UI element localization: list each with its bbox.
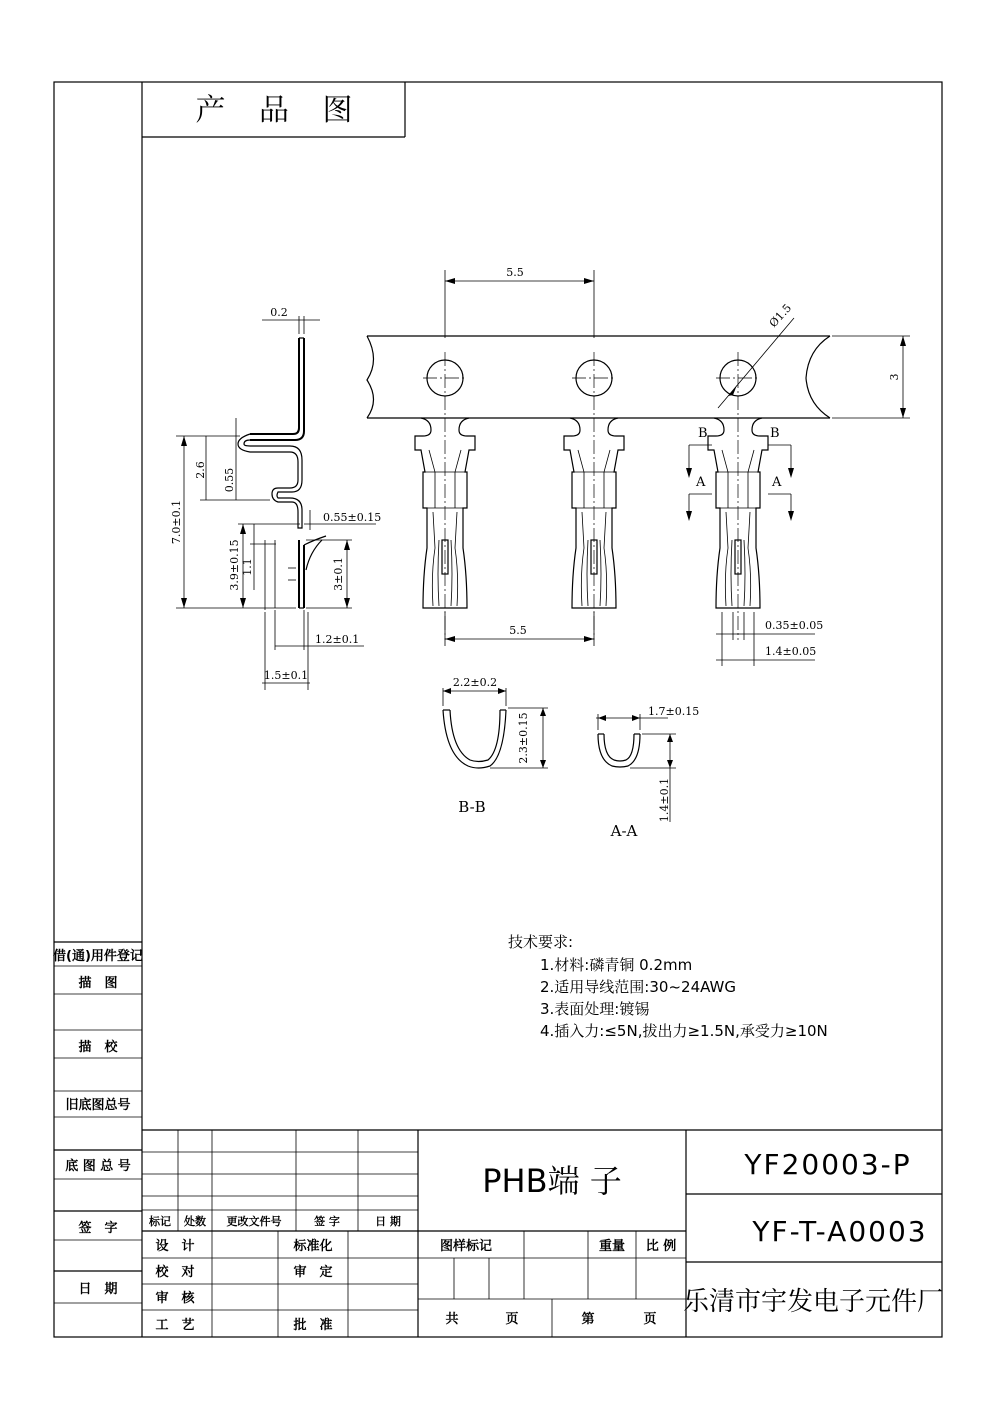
dim-0-55: 0.55 xyxy=(223,467,236,493)
section-label-b-left: B xyxy=(698,426,708,441)
tech-item-1: 1.材料:磷青铜 0.2mm xyxy=(540,956,693,974)
side-view xyxy=(170,306,381,690)
drawing-number: YF20003-P xyxy=(744,1148,912,1181)
role-authorize: 批 准 xyxy=(293,1318,333,1333)
left-old-base-no: 旧底图总号 xyxy=(65,1098,131,1113)
section-aa xyxy=(596,705,699,840)
dim-3: 3±0.1 xyxy=(332,557,345,591)
tech-title: 技术要求: xyxy=(508,933,574,951)
dim-hole-diameter: Ø1.5 xyxy=(766,301,795,330)
dim-total-length: 7.0±0.1 xyxy=(170,499,183,545)
part-name: PHB端 子 xyxy=(482,1162,622,1200)
scale-label: 比 例 xyxy=(645,1239,677,1254)
section-label-b-right: B xyxy=(770,426,780,441)
left-column xyxy=(53,942,143,1303)
sheet-label: 第 xyxy=(581,1312,595,1327)
terminal-1 xyxy=(415,352,475,640)
dim-bb-height: 2.3±0.15 xyxy=(517,712,530,764)
section-bb xyxy=(443,676,548,816)
section-aa-label: A-A xyxy=(610,822,638,840)
right-terminal-dims xyxy=(716,612,823,666)
tech-item-4: 4.插入力:≤5N,拔出力≥1.5N,承受力≥10N xyxy=(540,1022,828,1040)
pitch-bottom-dim xyxy=(445,612,594,646)
dim-bb-width: 2.2±0.2 xyxy=(452,676,498,689)
rev-header-mark: 标记 xyxy=(149,1215,171,1228)
dim-1-4-width: 1.4±0.05 xyxy=(765,645,817,658)
rev-header-count: 处数 xyxy=(184,1215,206,1228)
dim-pitch-bottom: 5.5 xyxy=(509,624,527,637)
center-line xyxy=(572,352,616,640)
rev-header-doc: 更改文件号 xyxy=(226,1215,282,1228)
section-label-a-left: A xyxy=(696,475,706,490)
dim-1-5: 1.5±0.1 xyxy=(263,669,309,682)
header-box xyxy=(142,82,405,137)
title-block xyxy=(142,1130,943,1337)
role-standard: 标准化 xyxy=(293,1239,333,1254)
role-check: 校 对 xyxy=(155,1265,195,1280)
section-label-a-right: A xyxy=(772,475,782,490)
left-date: 日 期 xyxy=(78,1282,118,1297)
section-bb-label: B-B xyxy=(458,798,486,816)
dim-3-9: 3.9±0.15 xyxy=(228,539,241,591)
dim-1-1: 1.1 xyxy=(241,558,254,576)
weight-label: 重量 xyxy=(598,1239,626,1254)
dim-thickness: 0.2 xyxy=(270,306,288,319)
section-markers xyxy=(686,426,794,521)
dim-aa-width: 1.7±0.15 xyxy=(648,705,700,718)
total-label: 共 xyxy=(445,1312,459,1327)
left-base-no: 底 图 总 号 xyxy=(65,1159,131,1174)
dim-pitch-top: 5.5 xyxy=(506,266,524,279)
total-page-label: 页 xyxy=(505,1312,519,1327)
dim-1-2: 1.2±0.1 xyxy=(315,633,360,646)
role-review: 审 核 xyxy=(155,1291,195,1306)
tech-item-2: 2.适用导线范围:30~24AWG xyxy=(540,978,737,996)
dim-carrier-height: 3 xyxy=(888,373,901,381)
page-title: 产 品 图 xyxy=(195,93,365,128)
left-miao-jiao: 描 校 xyxy=(78,1040,118,1055)
sheet-page-label: 页 xyxy=(643,1312,657,1327)
rev-header-date: 日 期 xyxy=(375,1215,401,1228)
center-line xyxy=(423,352,467,640)
role-design: 设 计 xyxy=(155,1239,195,1254)
tech-item-3: 3.表面处理:镀锡 xyxy=(540,1000,650,1018)
left-signature: 签 字 xyxy=(78,1221,118,1236)
dim-0-55-tol: 0.55±0.15 xyxy=(323,511,382,524)
sample-mark: 图样标记 xyxy=(439,1239,493,1254)
dim-2-6: 2.6 xyxy=(194,461,207,479)
role-approve-final: 审 定 xyxy=(293,1265,333,1280)
tech-requirements xyxy=(508,933,828,1040)
rev-header-sign: 签 字 xyxy=(314,1215,340,1228)
role-process: 工 艺 xyxy=(155,1318,195,1333)
dim-aa-height: 1.4±0.1 xyxy=(658,777,671,823)
left-register: 借(通)用件登记 xyxy=(53,949,143,964)
center-line xyxy=(716,352,760,640)
company-name: 乐清市宇发电子元件厂 xyxy=(682,1287,944,1317)
dim-0-35: 0.35±0.05 xyxy=(765,619,824,632)
left-miao-tu: 描 图 xyxy=(78,976,118,991)
terminal-group xyxy=(415,352,768,640)
terminal-3 xyxy=(708,352,768,640)
terminal-2 xyxy=(564,352,624,640)
document-number: YF-T-A0003 xyxy=(752,1215,928,1248)
